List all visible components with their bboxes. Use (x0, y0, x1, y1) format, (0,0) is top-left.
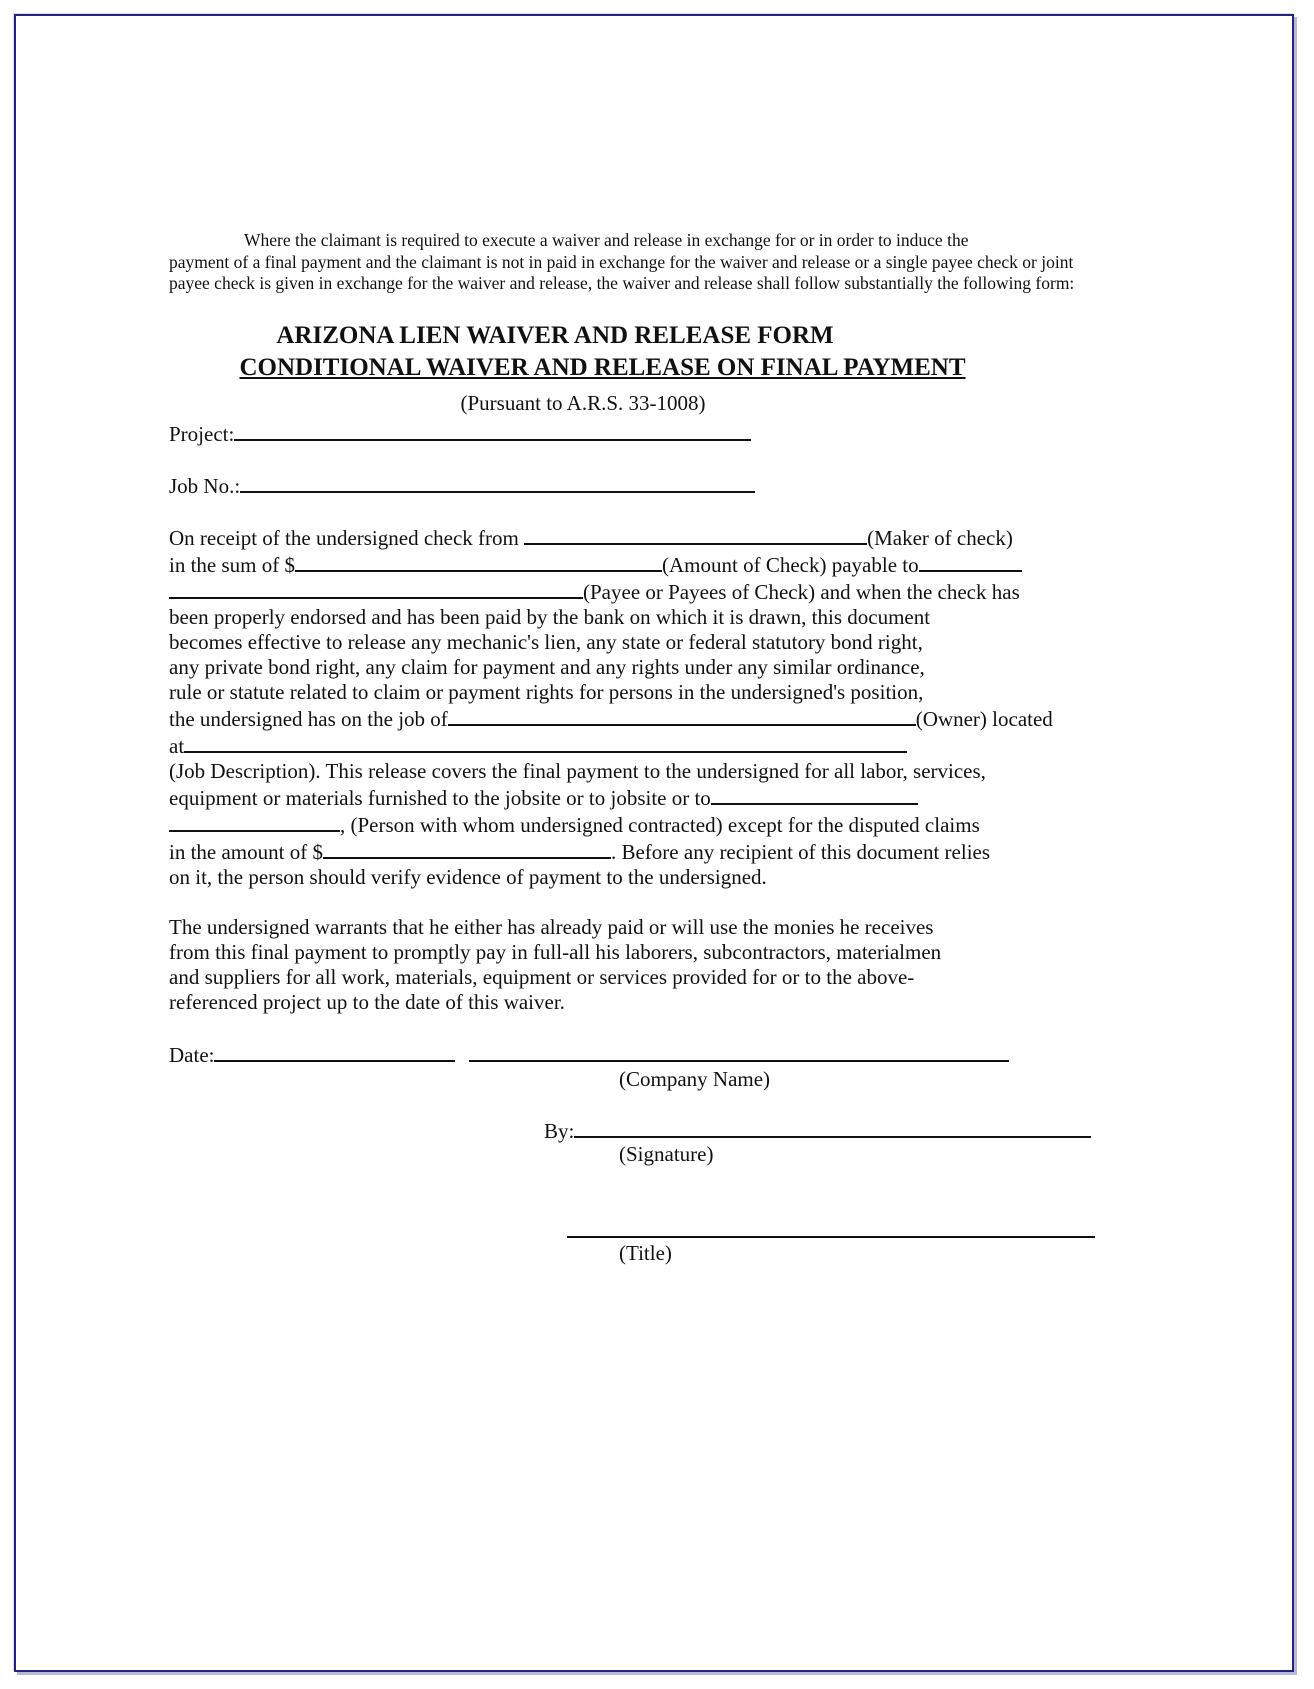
text-fragment: the undersigned has on the job of (169, 706, 448, 731)
text-line (169, 578, 1149, 605)
document-body (169, 230, 1149, 1015)
signature-caption: (Signature) (619, 1142, 714, 1166)
text-line (169, 524, 1149, 551)
text-line: on it, the person should verify evidence of payment to the undersigned. (169, 864, 767, 889)
release-paragraph (169, 524, 1149, 890)
text-line: The undersigned warrants that he either has already paid or will use the monies he receives (169, 914, 934, 939)
text-line (169, 551, 1149, 578)
intro-line: payee check is given in exchange for the waiver and release, the waiver and release shall follow substantially the following form: (169, 273, 1075, 293)
company-name-input-line[interactable] (469, 1041, 1009, 1062)
text-line: (Job Description). This release covers the final payment to the undersigned for all labor, services, (169, 758, 986, 783)
job-no-input-line[interactable] (240, 472, 755, 493)
intro-line: payment of a final payment and the claimant is not in paid in exchange for the waiver and release or a single payee check or joint (169, 251, 1074, 272)
text-line: from this final payment to promptly pay in full-all his laborers, subcontractors, materialmen (169, 939, 942, 964)
date-label: Date: (169, 1043, 215, 1067)
signature-field (544, 1117, 1091, 1144)
date-input-line[interactable] (214, 1041, 455, 1062)
text-fragment: equipment or materials furnished to the jobsite or to jobsite or to (169, 785, 711, 810)
company-name-field (469, 1041, 1009, 1068)
title-field (567, 1217, 1095, 1244)
by-label: By: (544, 1119, 575, 1143)
text-line: becomes effective to release any mechanic's lien, any state or federal statutory bond right, (169, 629, 923, 654)
pursuant-statute: (Pursuant to A.R.S. 33-1008) (460, 390, 706, 415)
contractor-line-start[interactable] (711, 784, 918, 805)
date-field (169, 1041, 455, 1068)
owner-line[interactable] (448, 705, 916, 726)
form-title: ARIZONA LIEN WAIVER AND RELEASE FORM (276, 321, 834, 349)
text-line: and suppliers for all work, materials, equipment or services provided for or to the above- (169, 964, 915, 989)
text-line (169, 811, 1149, 838)
text-line: been properly endorsed and has been paid by the bank on which it is drawn, this document (169, 604, 931, 629)
job-no-label: Job No.: (169, 473, 241, 498)
text-fragment: On receipt of the undersigned check from (169, 525, 525, 550)
text-fragment: at (169, 733, 185, 758)
form-subtitle: CONDITIONAL WAIVER AND RELEASE ON FINAL PAYMENT (239, 353, 966, 381)
company-name-caption: (Company Name) (619, 1067, 771, 1091)
text-line (169, 838, 1149, 865)
maker-of-check-line[interactable] (524, 524, 867, 545)
warranty-paragraph (169, 915, 1149, 1015)
text-fragment: (Amount of Check) payable to (662, 552, 919, 577)
text-line (169, 732, 1149, 759)
disputed-amount-line[interactable] (323, 838, 611, 859)
payee-line-start[interactable] (919, 551, 1022, 572)
intro-line: Where the claimant is required to execute a waiver and release in exchange for or in order to induce the (244, 230, 969, 250)
form-title-block (169, 320, 1149, 384)
text-fragment: , (Person with whom undersigned contracted) except for the disputed claims (340, 812, 980, 837)
text-fragment: (Owner) located (915, 706, 1053, 731)
location-line[interactable] (184, 732, 907, 753)
title-caption: (Title) (619, 1241, 672, 1265)
project-label: Project: (169, 421, 235, 446)
signature-input-line[interactable] (574, 1117, 1091, 1138)
text-fragment: (Payee or Payees of Check) and when the check has (583, 579, 1020, 604)
text-line (169, 705, 1149, 732)
intro-paragraph (169, 230, 1149, 295)
payee-line[interactable] (169, 578, 583, 599)
text-line: any private bond right, any claim for payment and any rights under any similar ordinance, (169, 654, 925, 679)
text-fragment: (Maker of check) (867, 525, 1013, 550)
text-fragment: in the sum of $ (169, 552, 295, 577)
text-line: referenced project up to the date of this waiver. (169, 989, 565, 1014)
amount-of-check-line[interactable] (295, 551, 662, 572)
text-fragment: . Before any recipient of this document relies (610, 839, 991, 864)
contractor-line[interactable] (169, 811, 340, 832)
job-no-field (169, 472, 1149, 499)
text-line (169, 784, 1149, 811)
project-field (169, 420, 1149, 447)
text-fragment: in the amount of $ (169, 839, 323, 864)
project-input-line[interactable] (234, 420, 751, 441)
text-line: rule or statute related to claim or payment rights for persons in the undersigned's position, (169, 679, 924, 704)
title-input-line[interactable] (567, 1217, 1095, 1238)
